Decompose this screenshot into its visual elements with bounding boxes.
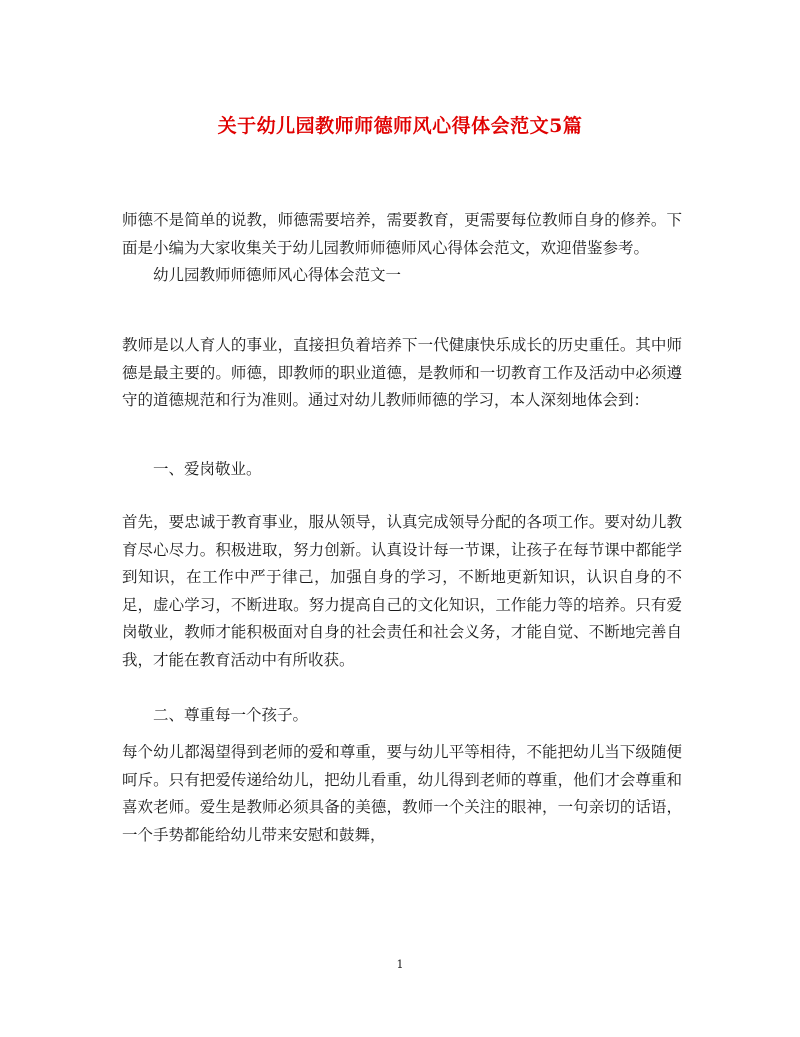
page-number: 1 <box>396 958 404 971</box>
document-title: 关于幼儿园教师师德师风心得体会范文5篇 <box>217 115 583 137</box>
paragraph-1: 教师是以人育人的事业，直接担负着培养下一代健康快乐成长的历史重任。其中师德是最主要的。师德，即教师的职业道德，是教师和一切教育工作及活动中必须遵守的道德规范和行为准则。通过对幼儿教师师德的学习，本人深刻地体会到： <box>122 336 682 409</box>
heading-1: 一、爱岗敬业。 <box>153 460 262 478</box>
paragraph-2: 首先，要忠诚于教育事业，服从领导，认真完成领导分配的各项工作。要对幼儿教育尽心尽力。积极进取，努力创新。认真设计每一节课，让孩子在每节课中都能学到知识，在工作中严于律己，加强自身的学习，不断地更新知识，认识自身的不足，虚心学习，不断进取。努力提高自己的文化知识，工作能力等的培养。只有爱岗敬业，教师才能积极面对自身的社会责任和社会义务，才能自觉、不断地完善自我，才能在教育活动中有所收获。 <box>122 513 682 669</box>
paragraph-3: 每个幼儿都渴望得到老师的爱和尊重，要与幼儿平等相待，不能把幼儿当下级随便呵斥。只有把爱传递给幼儿，把幼儿看重，幼儿得到老师的尊重，他们才会尊重和喜欢老师。爱生是教师必须具备的美德，教师一个关注的眼神，一句亲切的话语，一个手势都能给幼儿带来安慰和鼓舞， <box>122 743 682 844</box>
intro-paragraph: 师德不是简单的说教，师德需要培养，需要教育，更需要每位教师自身的修养。下面是小编为大家收集关于幼儿园教师师德师风心得体会范文，欢迎借鉴参考。 <box>122 211 682 257</box>
heading-2: 二、尊重每一个孩子。 <box>153 706 309 724</box>
section-title: 幼儿园教师师德师风心得体会范文一 <box>153 266 402 284</box>
